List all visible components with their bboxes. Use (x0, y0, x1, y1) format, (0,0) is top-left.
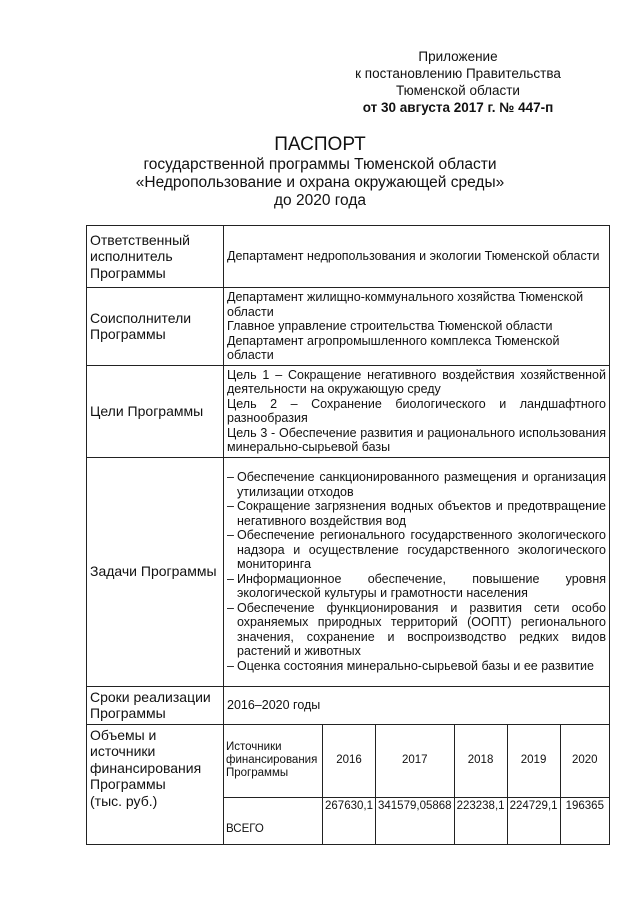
funding-total-row (224, 797, 609, 844)
tasks-list (227, 470, 606, 673)
title-line: государственной программы Тюменской области (143, 156, 497, 173)
appendix-line: Приложение (418, 49, 498, 64)
goal-item: Цель 1 – Сокращение негативного воздействия хозяйственной деятельности на окружающую среду (227, 367, 606, 396)
row-responsible (87, 226, 610, 288)
appendix-line: к постановлению Правительства (355, 66, 561, 81)
total-value: 223238,1 (454, 797, 507, 844)
row-label (87, 724, 224, 844)
total-value: 196365 (560, 797, 609, 844)
passport-table (86, 225, 610, 845)
year-header: 2019 (507, 725, 560, 798)
appendix-date: от 30 августа 2017 г. № 447-п (362, 100, 554, 115)
row-value: Департамент недропользования и экологии Тюменской области (224, 226, 610, 288)
funding-table-cell (224, 724, 610, 844)
task-item: – Оценка состояния минерально-сырьевой базы и ее развитие (227, 659, 606, 674)
source-header: Источники финансирования Программы (224, 725, 323, 798)
document-title (0, 134, 640, 210)
co-executor-item: Главное управление строительства Тюменской области (227, 319, 553, 333)
title-line: до 2020 года (273, 192, 367, 209)
goal-item: Цель 2 – Сохранение биологического и ландшафтного разнообразия (227, 396, 606, 425)
task-item: – Обеспечение санкционированного размещения и организация утилизации отходов (227, 470, 606, 499)
task-item: – Информационное обеспечение, повышение уровня экологической культуры и грамотности населения (227, 572, 606, 601)
year-header: 2016 (323, 725, 376, 798)
co-executor-item: Департамент агропромышленного комплекса Тюменской области (227, 333, 560, 362)
title-line: «Недропользование и охрана окружающей среды» (135, 174, 505, 191)
row-label: Ответственный исполнитель Программы (87, 226, 224, 288)
appendix-block (328, 48, 588, 116)
row-value (224, 288, 610, 366)
goal-item: Цель 3 - Обеспечение развития и рационального использования минерально-сырьевой базы (227, 425, 606, 454)
total-label: ВСЕГО (224, 797, 323, 844)
co-executor-item: Департамент жилищно-коммунального хозяйства Тюменской области (227, 290, 584, 319)
appendix-line: Тюменской области (396, 83, 520, 98)
row-terms (87, 686, 610, 724)
row-value: 2016–2020 годы (224, 686, 610, 724)
total-value: 224729,1 (507, 797, 560, 844)
year-header: 2018 (454, 725, 507, 798)
year-header: 2017 (376, 725, 455, 798)
row-label: Сроки реализации Программы (87, 686, 224, 724)
task-item: – Обеспечение регионального государственного экологического надзора и осуществление государственного экологического мониторинга (227, 528, 606, 572)
task-item: – Обеспечение функционирования и развития сети особо охраняемых природных территорий (ООПТ) регионального значения, сохранение и воспроизводство редких видов растений и животных (227, 601, 606, 659)
row-value (224, 365, 610, 457)
funding-table (224, 725, 609, 844)
year-header: 2020 (560, 725, 609, 798)
total-value: 341579,05868 (376, 797, 455, 844)
row-goals (87, 365, 610, 457)
funding-label: Объемы и источники финансирования Программы (90, 726, 202, 792)
funding-header-row (224, 725, 609, 798)
title-heading: ПАСПОРТ (274, 134, 366, 155)
task-item: – Сокращение загрязнения водных объектов и предотвращение негативного воздействия вод (227, 499, 606, 528)
row-label: Цели Программы (87, 365, 224, 457)
row-label: Задачи Программы (87, 457, 224, 686)
row-value (224, 457, 610, 686)
funding-unit: (тыс. руб.) (90, 792, 158, 809)
total-value: 267630,1 (323, 797, 376, 844)
row-co-executors (87, 288, 610, 366)
row-funding (87, 724, 610, 844)
row-tasks (87, 457, 610, 686)
row-label: Соисполнители Программы (87, 288, 224, 366)
